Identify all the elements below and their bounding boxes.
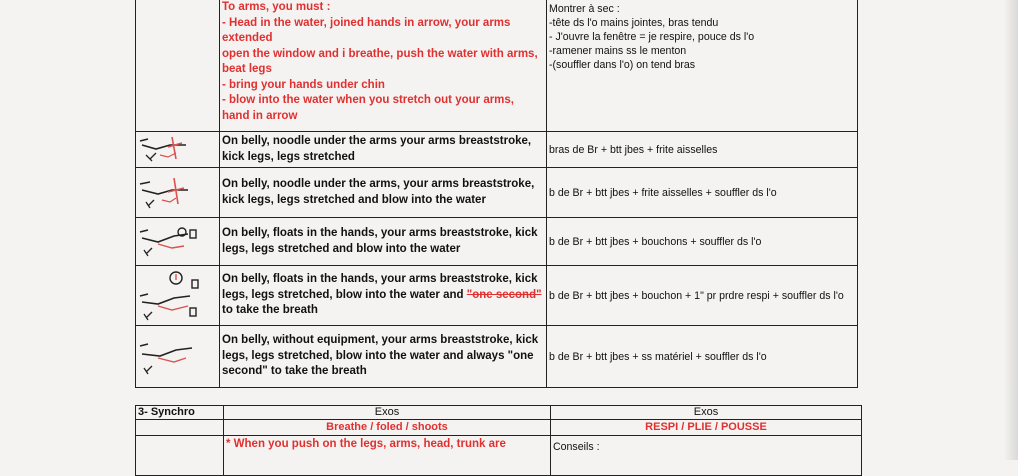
swimmer-no-equipment-sketch-icon <box>136 328 218 386</box>
intro-en-line: open the window and i breathe, push the water with arms, beat legs <box>222 47 538 75</box>
synchro-tip-fr: Conseils : <box>551 436 862 476</box>
swimmer-sketch-cell <box>136 266 220 326</box>
intro-fr-line: -ramener mains ss le menton <box>549 45 687 57</box>
intro-fr-cell <box>547 0 858 132</box>
breathe-foled-shoots-header: Breathe / foled / shoots <box>224 420 551 436</box>
exercise-en-cell: On belly, noodle under the arms your arms breaststroke, kick legs, legs stretched <box>220 132 547 168</box>
sketch-cell-empty <box>136 0 220 132</box>
intro-row <box>136 0 858 132</box>
swimmer-floats-breath-sketch-icon <box>136 268 218 324</box>
synchro-content-row <box>136 436 862 476</box>
exercise-row <box>136 132 858 168</box>
exercise-en-cell: On belly, noodle under the arms, your arms breaststroke, kick legs, legs stretched and blow into the water <box>220 168 547 218</box>
exercise-row <box>136 218 858 266</box>
intro-fr-line: -tête ds l'o mains jointes, bras tendu <box>549 17 719 29</box>
exercise-en-cell <box>220 266 547 326</box>
exercise-row <box>136 266 858 326</box>
intro-fr-line: -(souffler dans l'o) on tend bras <box>549 59 696 71</box>
intro-en-line: - bring your hands under chin <box>222 78 385 91</box>
exercise-en-cell: On belly, floats in the hands, your arms breaststroke, kick legs, legs stretched and blow into the water <box>220 218 547 266</box>
swimmer-sketch-cell <box>136 168 220 218</box>
intro-en-line: - Head in the water, joined hands in arrow, your arms extended <box>222 16 511 44</box>
exercise-fr-cell: b de Br + btt jbes + bouchon + 1" pr prdre respi + souffler ds l'o <box>547 266 858 326</box>
synchro-empty-cell <box>136 420 224 436</box>
exercise-fr-cell: b de Br + btt jbes + bouchons + souffler ds l'o <box>547 218 858 266</box>
synchro-header-row <box>136 406 862 420</box>
swimmer-noodle-blow-sketch-icon <box>136 170 218 216</box>
exercise-en-cell: On belly, without equipment, your arms breaststroke, kick legs, legs stretched, blow into the water and always "one second" to take the breath <box>220 326 547 388</box>
exercise-row <box>136 168 858 218</box>
exos-en-header: Exos <box>224 406 551 420</box>
exos-fr-header: Exos <box>551 406 862 420</box>
page-edge-shadow <box>1004 0 1018 460</box>
exercise-en-text: to take the breath <box>222 304 318 317</box>
intro-fr-line: Montrer à sec : <box>549 3 620 15</box>
exercise-en-text: On belly, floats in the hands, your arms breaststroke, kick legs, legs stretched, blow into the water and <box>222 273 538 301</box>
synchro-tip-en: * When you push on the legs, arms, head, trunk are <box>224 436 551 476</box>
exercise-fr-cell: b de Br + btt jbes + frite aisselles + souffler ds l'o <box>547 168 858 218</box>
one-second-highlight: "one second" <box>466 288 542 301</box>
intro-en-cell <box>220 0 547 132</box>
swimmer-sketch-cell <box>136 132 220 168</box>
swimmer-sketch-cell <box>136 326 220 388</box>
intro-fr-line: - J'ouvre la fenêtre = je respire, pouce ds l'o <box>549 31 755 43</box>
synchro-sketch-cell <box>136 436 224 476</box>
swimmer-sketch-cell <box>136 218 220 266</box>
synchro-table <box>135 405 862 476</box>
intro-en-line: To arms, you must : <box>222 1 331 13</box>
exercise-fr-cell: b de Br + btt jbes + ss matériel + souffler ds l'o <box>547 326 858 388</box>
synchro-section-label: 3- Synchro <box>136 406 224 420</box>
exercise-fr-cell: bras de Br + btt jbes + frite aisselles <box>547 132 858 168</box>
swimmer-noodle-sketch-icon <box>136 133 218 167</box>
synchro-subheader-row <box>136 420 862 436</box>
swimmer-floats-sketch-icon <box>136 220 218 264</box>
exercise-row <box>136 326 858 388</box>
intro-en-line: - blow into the water when you stretch out your arms, hand in arrow <box>222 94 515 122</box>
respi-plie-pousse-header: RESPI / PLIE / POUSSE <box>551 420 862 436</box>
exercise-table <box>135 0 858 388</box>
